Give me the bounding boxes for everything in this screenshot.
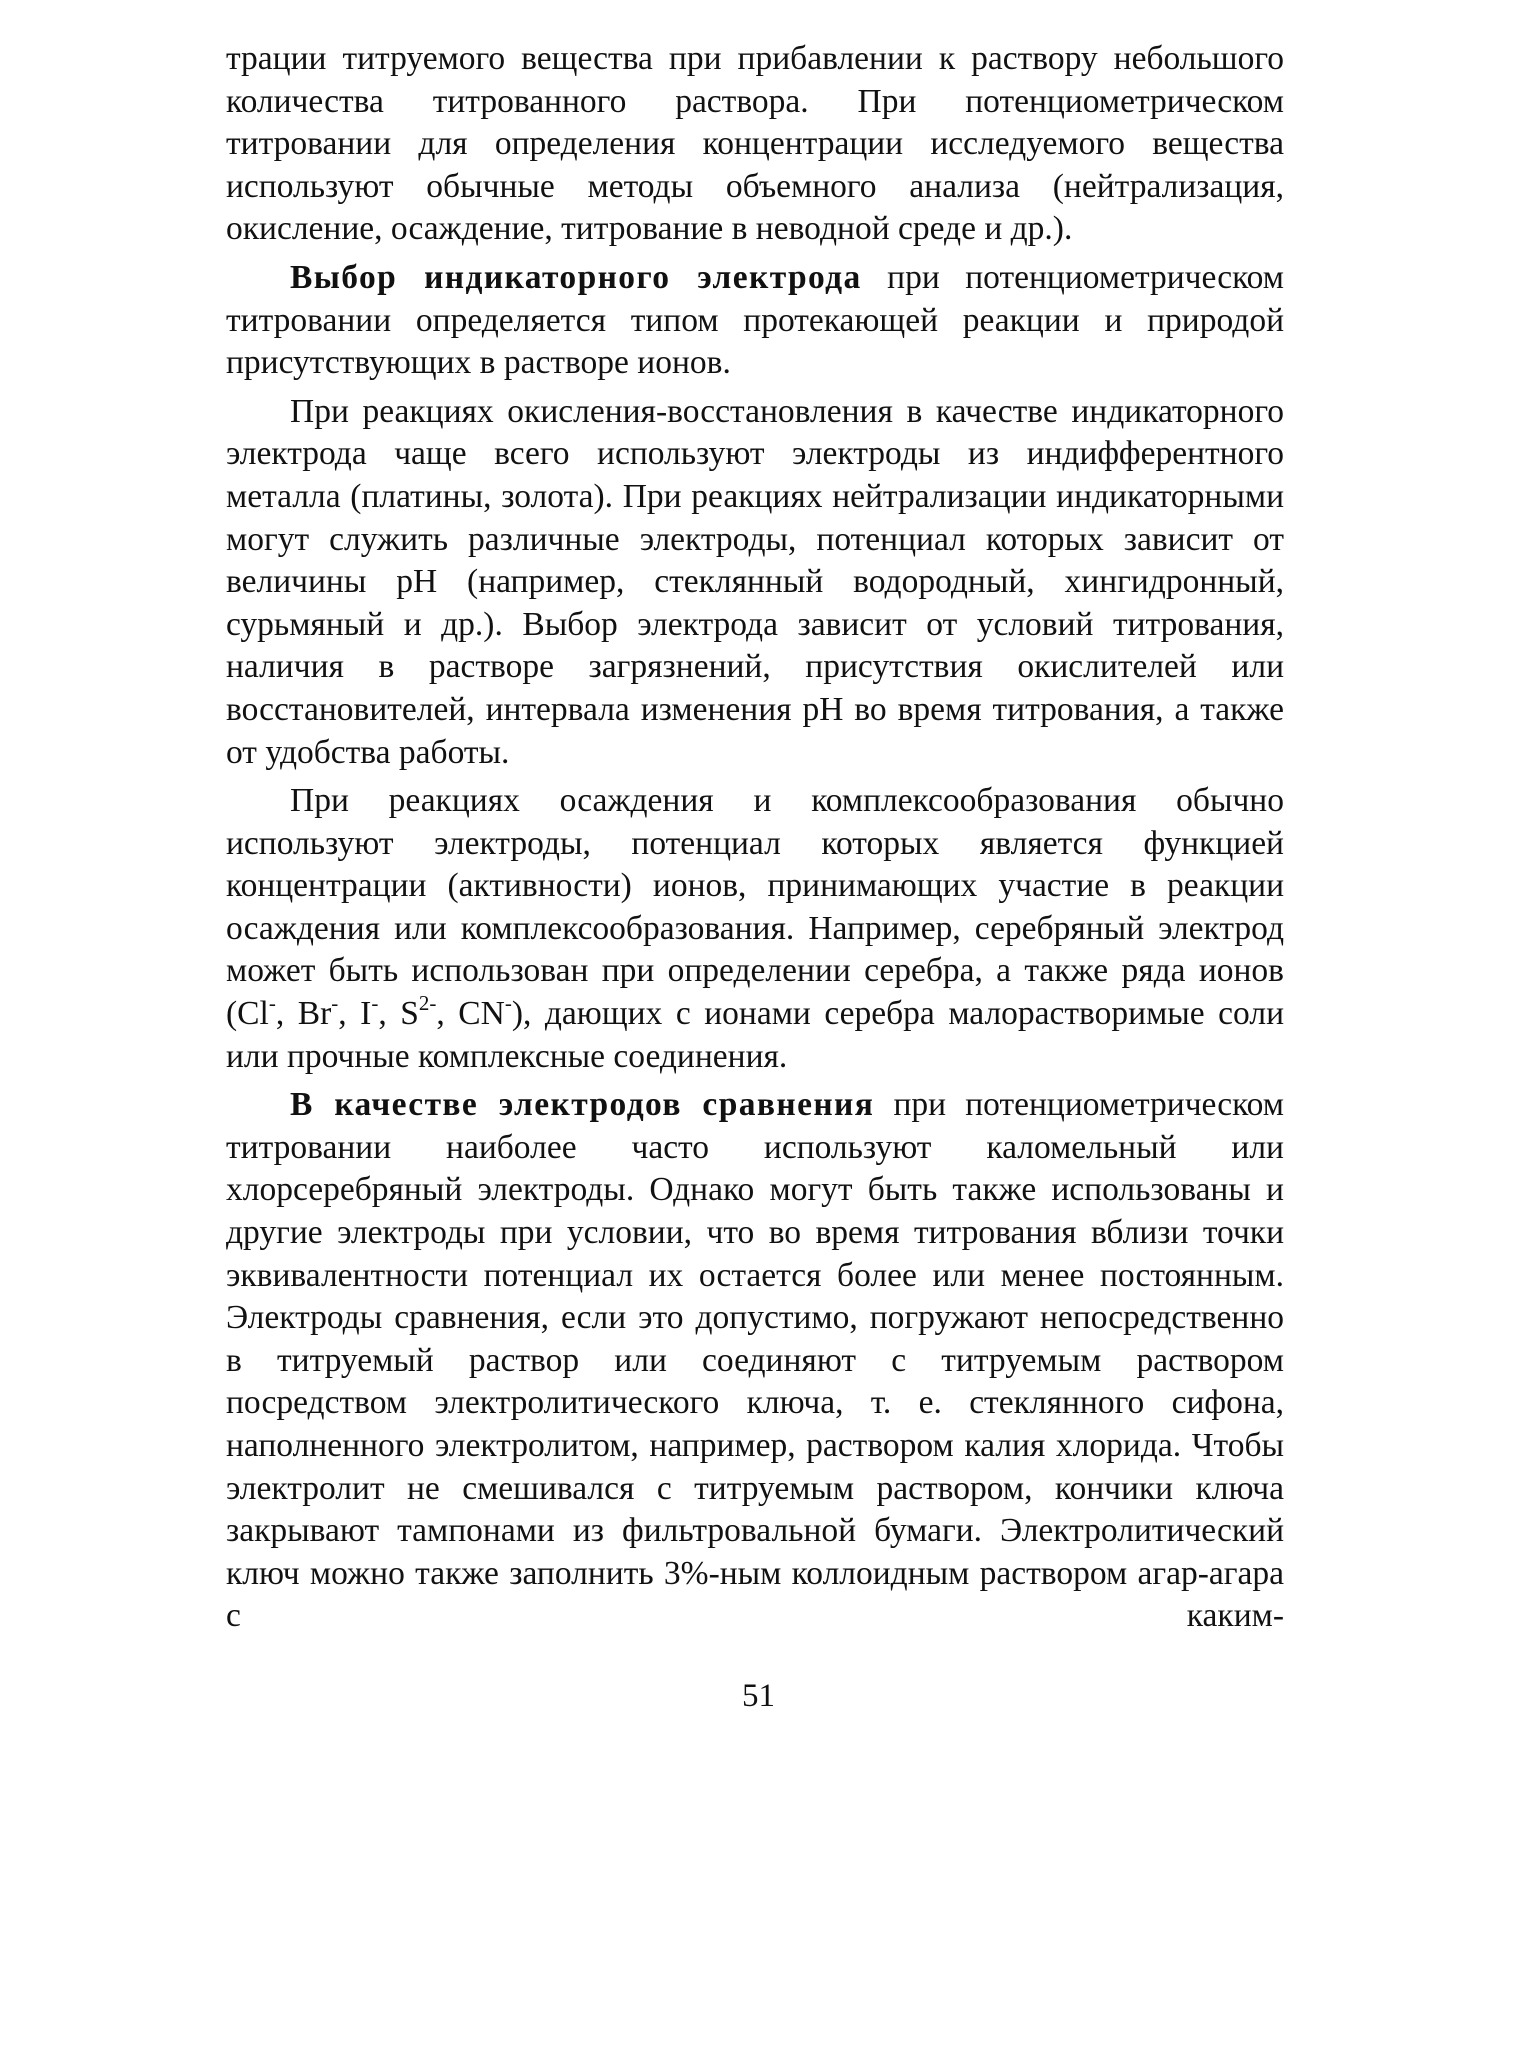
paragraph-text: , Br (275, 995, 332, 1033)
bold-term: Выбор индикаторного электрода (290, 258, 862, 296)
paragraph (226, 257, 1284, 385)
paragraph-text: ), дающих с ионами серебра малорастворимые соли или прочные комплексные соединения. (226, 995, 1285, 1075)
body-text (226, 38, 1284, 1644)
paragraph (226, 780, 1284, 1078)
paragraph-text: при потенциометрическом титровании определяется типом протекающей реакции и природой присутствующих в растворе ионов. (226, 258, 1284, 382)
paragraph (226, 1084, 1284, 1638)
paragraph-text: При реакциях окисления-восстановления в качестве индикаторного электрода чаще всего используют электроды из индифферентного металла (платины, золота). При реакциях нейтрализации индикаторными могут служить различные электроды, потенциал которых зависит от величины pH (например, стеклянный водородный, хингидронный, сурьмяный и др.). Выбор электрода зависит от условий титрования, наличия в растворе загрязнений, присутствия окислителей или восстановителей, интервала изменения pH во время титрования, а также от удобства работы. (226, 392, 1284, 771)
paragraph-text: , S (378, 995, 419, 1033)
ion-charge: - (331, 990, 339, 1015)
bold-term: В качестве электродов сравнения (290, 1086, 875, 1124)
paragraph (226, 391, 1284, 774)
page-number: 51 (742, 1678, 775, 1714)
paragraph-text: трации титруемого вещества при прибавлении к раствору небольшого количества титрованного раствора. При потенциометрическом титровании для определения концентрации исследуемого вещества используют обычные методы объемного анализа (нейтрализация, окисление, осаждение, титрование в неводной среде и др.). (226, 40, 1284, 248)
paragraph-text: при потенциометрическом титровании наиболее часто используют каломельный или хлорсеребряный электроды. Однако могут быть также использованы и другие электроды при условии, что во время титрования вблизи точки эквивалентности потенциал их остается более или менее постоянным. Электроды сравнения, если это допустимо, погружают непосредственно в титруемый раствор или соединяют с титруемым раствором посредством электролитического ключа, т. е. стеклянного сифона, наполненного электролитом, например, раствором калия хлорида. Чтобы электролит не смешивался с титруемым раствором, кончики ключа закрывают тампонами из фильтровальной бумаги. Электролитический ключ можно также заполнить 3%-ным коллоидным раствором агар-агара с каким- (226, 1086, 1284, 1635)
paragraph (226, 38, 1284, 251)
ion-charge: - (268, 990, 276, 1015)
ion-charge: 2- (418, 990, 437, 1015)
ion-charge: - (504, 990, 512, 1015)
paragraph-text: При реакциях осаждения и комплексообразования обычно используют электроды, потенциал которых является функцией концентрации (активности) ионов, принимающих участие в реакции осаждения или комплексообразования. Например, серебряный электрод может быть использован при определении серебра, а также ряда ионов (Cl (226, 782, 1284, 1033)
paragraph-text: , I (338, 995, 372, 1033)
paragraph-text: , CN (436, 995, 505, 1033)
ion-charge: - (371, 990, 379, 1015)
